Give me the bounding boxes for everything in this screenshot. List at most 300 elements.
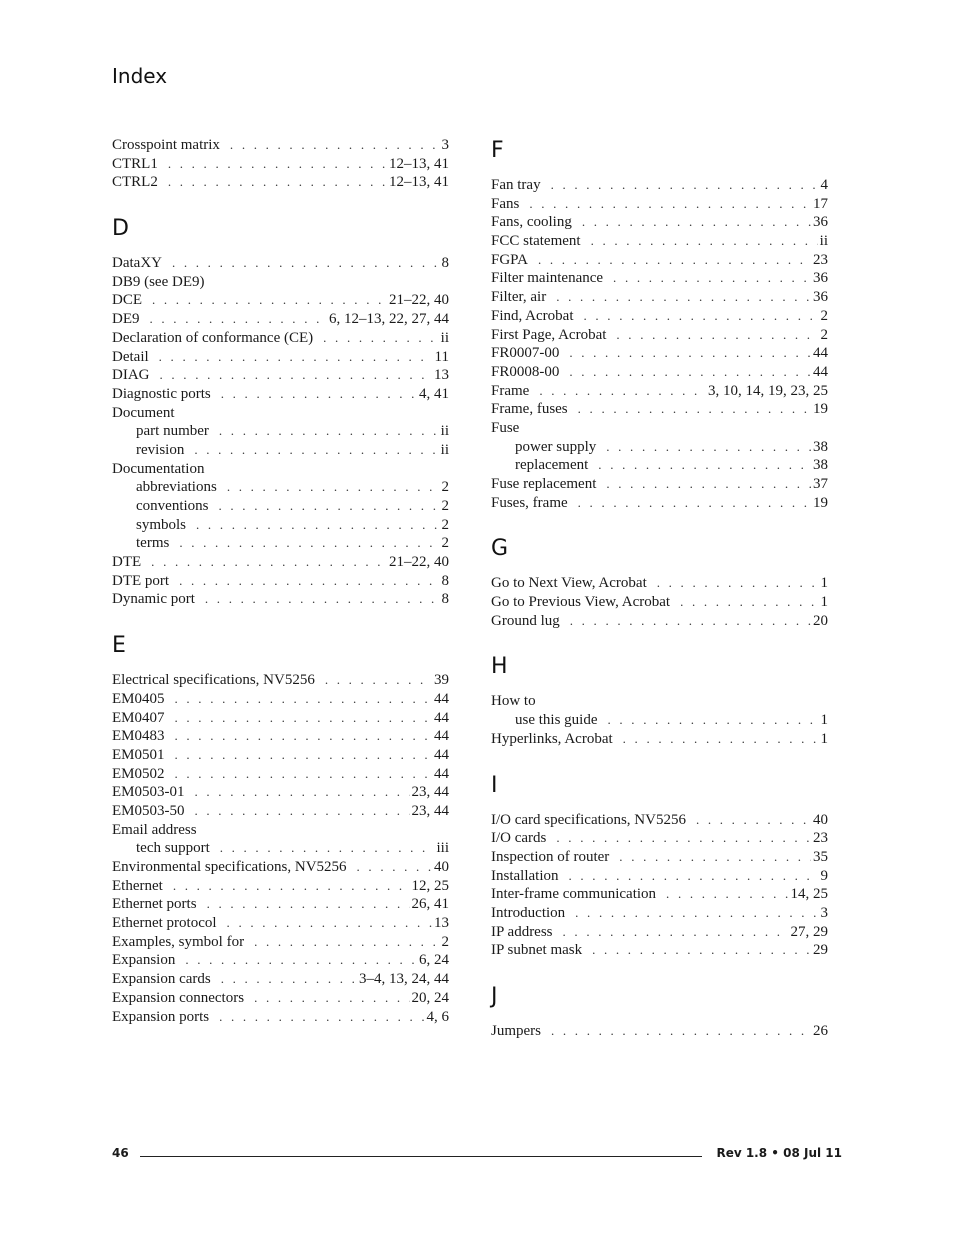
index-entry[interactable] [491,923,828,942]
entry-term: Examples, symbol for [112,933,245,950]
index-subentry[interactable] [112,441,449,460]
index-entry[interactable] [112,254,449,273]
entry-term: Inspection of router [491,848,610,865]
entry-pages[interactable]: 8 [441,255,449,272]
entry-pages[interactable]: 3–4, 13, 24, 44 [359,971,449,988]
index-section [112,214,449,609]
entry-term: tech support [136,840,210,857]
dot-leader [598,456,811,475]
dot-leader [696,811,811,830]
dot-leader [168,155,387,174]
entry-pages[interactable]: 1 [820,730,828,747]
index-entry[interactable] [112,765,449,784]
entry-pages[interactable]: 21–22, 40 [389,554,449,571]
index-entry[interactable] [112,690,449,709]
entry-term: CTRL2 [112,174,158,191]
dot-leader [195,802,410,821]
index-section [491,136,828,512]
entry-pages[interactable]: 21–22, 40 [389,292,449,309]
index-subentry[interactable] [112,534,449,553]
dot-leader [569,363,811,382]
entry-term: I/O cards [491,830,547,847]
dot-leader [221,970,357,989]
entry-term: replacement [515,457,589,474]
entry-pages[interactable]: 35 [813,848,828,865]
entry-pages[interactable]: 44 [434,765,449,782]
entry-pages[interactable]: 6, 12–13, 22, 27, 44 [329,311,449,328]
entry-term: Go to Next View, Acrobat [491,575,647,592]
dot-leader [578,494,811,513]
entry-term: abbreviations [136,479,217,496]
entry-term: FGPA [491,251,528,268]
entry-pages[interactable]: 37 [813,476,828,492]
dot-leader [194,441,438,460]
dot-leader [529,195,811,214]
entry-term: symbols [136,516,187,533]
entry-term: EM0501 [112,746,165,763]
dot-leader [556,829,811,848]
entry-term: power supply [515,438,597,455]
entry-term: EM0405 [112,690,165,707]
index-entry[interactable] [491,941,828,960]
entry-pages[interactable]: 44 [813,345,828,362]
entry-pages[interactable]: 1 [820,575,828,592]
dot-leader [179,572,439,591]
index-entry[interactable] [491,730,828,749]
entry-pages[interactable]: 6, 24 [419,952,449,969]
index-entry[interactable] [112,989,449,1008]
section-letter: E [112,633,126,659]
dot-leader [623,730,819,749]
dot-leader [592,941,811,960]
dot-leader [175,690,433,709]
index-entry[interactable] [491,1022,828,1041]
entry-pages[interactable]: 29 [813,942,828,959]
dot-leader [539,382,706,401]
entry-pages[interactable]: 26 [813,1023,828,1039]
entry-term: Ground lug [491,612,560,629]
entry-term: Hyperlinks, Acrobat [491,730,613,747]
index-entry[interactable] [491,232,828,251]
entry-pages[interactable]: ii [440,441,449,458]
entry-pages[interactable]: 1 [820,594,828,611]
index-entry[interactable] [112,291,449,310]
entry-term: Frame, fuses [491,401,568,418]
dot-leader [207,895,410,914]
index-entry[interactable] [491,475,828,494]
entry-term: Electrical specifications, NV5256 [112,672,315,689]
dot-leader [195,783,410,802]
dot-leader [254,989,409,1008]
index-entry[interactable] [112,136,449,155]
entry-pages[interactable]: 23 [813,251,828,268]
dot-leader [606,438,811,457]
index-section [491,652,828,748]
entry-pages[interactable]: 36 [813,214,828,231]
entry-pages[interactable]: 4, 41 [419,385,449,402]
dot-leader [179,534,439,553]
index-entry[interactable] [491,382,828,401]
entry-term: FCC statement [491,233,581,250]
index-entry[interactable] [112,366,449,385]
index-subentry[interactable] [491,456,828,475]
index-entry[interactable] [112,746,449,765]
index-subentry[interactable] [112,839,449,858]
entry-pages[interactable]: 3 [441,137,449,153]
entry-pages[interactable]: ii [440,329,449,346]
entry-term: Email address [112,821,197,838]
entry-term: Go to Previous View, Acrobat [491,594,671,611]
entry-term: IP address [491,923,553,940]
page-title: Index [112,64,168,88]
index-entry[interactable] [112,877,449,896]
entry-term: Fuse [491,419,520,436]
entry-pages[interactable]: 2 [441,498,449,514]
entry-term: Fan tray [491,177,541,193]
entry-term: EM0503-50 [112,802,185,819]
index-entry[interactable] [491,574,828,593]
entry-pages[interactable]: 36 [813,289,828,306]
dot-leader [556,288,811,307]
index-entry[interactable] [491,419,828,438]
entry-term: Ethernet protocol [112,915,217,932]
dot-leader [569,344,811,363]
entry-term: Filter maintenance [491,270,604,287]
index-section [112,136,449,192]
dot-leader [185,951,417,970]
index-section [491,982,828,1041]
index-entry[interactable] [112,951,449,970]
index-entry[interactable] [112,709,449,728]
dot-leader [570,612,811,631]
entry-pages[interactable]: 4, 6 [426,1008,449,1025]
entry-term: Environmental specifications, NV5256 [112,859,347,875]
entry-term: Ethernet ports [112,896,197,913]
section-letter: J [491,984,498,1009]
entry-pages[interactable]: 20 [813,612,828,629]
entry-pages[interactable]: 44 [434,690,449,707]
section-letter: G [491,536,509,562]
entry-pages[interactable]: 2 [441,516,449,533]
entry-term: Fans [491,195,520,212]
entry-pages[interactable]: 44 [434,746,449,763]
index-entry[interactable] [491,829,828,848]
index-entry[interactable] [112,310,449,329]
entry-term: First Page, Acrobat [491,326,607,343]
dot-leader [569,867,819,886]
entry-term: Fans, cooling [491,214,572,231]
index-entry[interactable] [491,885,828,904]
dot-leader [616,326,818,345]
dot-leader [619,848,811,867]
entry-pages[interactable]: 19 [813,494,828,511]
revision-label: Rev 1.8 • 08 Jul 11 [716,1146,842,1160]
dot-leader [151,553,387,572]
index-entry[interactable] [112,933,449,952]
section-letter: D [112,216,129,242]
entry-pages[interactable]: 9 [820,867,828,884]
entry-term: Inter-frame communication [491,886,657,903]
index-entry[interactable] [112,460,449,479]
dot-leader [606,475,811,494]
dot-leader [159,348,433,367]
entry-pages[interactable]: 8 [441,572,449,589]
dot-leader [205,590,440,609]
section-letter: I [491,772,498,798]
entry-pages[interactable]: ii [440,423,449,440]
entry-pages[interactable]: 19 [813,401,828,418]
index-entry[interactable] [491,251,828,270]
index-entry[interactable] [112,895,449,914]
index-entry[interactable] [491,176,828,195]
entry-pages[interactable]: 12–13, 41 [389,155,449,172]
entry-term: Dynamic port [112,591,195,608]
index-subentry[interactable] [491,438,828,457]
dot-leader [175,746,433,765]
entry-term: terms [136,535,170,552]
entry-pages[interactable]: 2 [820,326,828,343]
dot-leader [538,251,811,270]
dot-leader [168,173,387,192]
index-entry[interactable] [112,914,449,933]
entry-term: EM0407 [112,709,165,726]
entry-pages[interactable]: 39 [434,672,449,689]
entry-term: DTE port [112,572,170,589]
index-entry[interactable] [112,173,449,192]
entry-pages[interactable]: 3, 10, 14, 19, 23, 25 [708,382,828,399]
index-entry[interactable] [112,348,449,367]
index-entry[interactable] [491,867,828,886]
entry-term: IP subnet mask [491,942,583,959]
dot-leader [578,400,811,419]
index-entry[interactable] [112,727,449,746]
index-entry[interactable] [491,400,828,419]
index-entry[interactable] [112,671,449,690]
entry-pages[interactable]: 44 [813,363,828,380]
section-letter: H [491,654,508,680]
dot-leader [219,422,439,441]
entry-pages[interactable]: 13 [434,367,449,384]
dot-leader [666,885,788,904]
entry-pages[interactable]: 40 [434,859,449,875]
entry-pages[interactable]: 3 [820,904,828,921]
index-entry[interactable] [112,553,449,572]
dot-leader [551,176,819,195]
dot-leader [220,839,435,858]
entry-term: DCE [112,292,142,309]
entry-pages[interactable]: 23, 44 [411,802,449,819]
index-entry[interactable] [112,802,449,821]
entry-pages[interactable]: 12–13, 41 [389,174,449,191]
entry-pages[interactable]: 2 [441,933,449,950]
entry-term: Find, Acrobat [491,307,574,324]
entry-pages[interactable]: 27, 29 [790,923,828,940]
entry-pages[interactable]: 36 [813,270,828,287]
index-entry[interactable] [112,572,449,591]
entry-pages[interactable]: 12, 25 [411,877,449,894]
page-number: 46 [112,1146,129,1160]
entry-term: Diagnostic ports [112,385,211,402]
index-entry[interactable] [491,213,828,232]
entry-term: FR0008-00 [491,363,560,380]
entry-term: Installation [491,867,559,884]
index-entry[interactable] [112,783,449,802]
entry-pages[interactable]: 1 [820,712,828,729]
index-entry[interactable] [491,326,828,345]
section-letter: F [491,138,504,163]
dot-leader [219,1008,424,1027]
entry-term: EM0483 [112,728,165,745]
entry-term: Frame [491,382,530,399]
entry-pages[interactable]: 26, 41 [411,896,449,913]
index-entry[interactable] [491,811,828,830]
index-section [112,631,449,1026]
dot-leader [323,329,439,348]
entry-term: Filter, air [491,289,547,306]
index-entry[interactable] [491,593,828,612]
dot-leader [680,593,818,612]
index-entry[interactable] [491,344,828,363]
index-subentry[interactable] [491,711,828,730]
dot-leader [657,574,819,593]
entry-term: DataXY [112,255,162,272]
entry-term: Expansion [112,952,176,969]
entry-term: DIAG [112,367,150,384]
dot-leader [613,269,811,288]
index-entry[interactable] [112,1008,449,1027]
dot-leader [173,877,410,896]
index-entry[interactable] [112,858,449,877]
entry-term: Fuse replacement [491,476,597,492]
entry-term: Detail [112,348,149,365]
entry-term: part number [136,423,209,440]
entry-pages[interactable]: 44 [434,709,449,726]
index-column-left [112,136,449,1048]
dot-leader [175,765,433,784]
entry-term: conventions [136,498,209,514]
index-entry[interactable] [112,155,449,174]
dot-leader [196,516,439,535]
entry-term: DE9 [112,311,140,328]
entry-term: use this guide [515,712,598,729]
footer-rule [140,1156,702,1157]
entry-term: DTE [112,554,142,571]
index-entry[interactable] [112,385,449,404]
index-subentry[interactable] [112,497,449,516]
entry-pages[interactable]: 38 [813,438,828,455]
dot-leader [175,709,433,728]
entry-term: Introduction [491,904,566,921]
dot-leader [551,1022,811,1041]
index-entry[interactable] [491,612,828,631]
index-entry[interactable] [491,848,828,867]
entry-term: Expansion connectors [112,989,245,1006]
index-column-right [491,136,828,1063]
dot-leader [160,366,433,385]
dot-leader [152,291,387,310]
entry-pages[interactable]: iii [436,840,449,857]
entry-pages[interactable]: 11 [434,348,449,365]
entry-pages[interactable]: 23, 44 [411,784,449,801]
entry-term: Fuses, frame [491,494,568,511]
index-entry[interactable] [112,590,449,609]
index-entry[interactable] [491,269,828,288]
index-subentry[interactable] [112,422,449,441]
entry-pages[interactable]: 20, 24 [411,989,449,1006]
entry-pages[interactable]: 14, 25 [790,886,828,903]
entry-pages[interactable]: ii [819,233,828,250]
entry-term: EM0503-01 [112,784,185,801]
entry-pages[interactable]: 4 [820,177,828,193]
dot-leader [591,232,818,251]
entry-pages[interactable]: 40 [813,811,828,828]
dot-leader [582,213,811,232]
entry-term: EM0502 [112,765,165,782]
entry-pages[interactable]: 2 [820,307,828,324]
index-entry[interactable] [491,494,828,513]
index-section [491,534,828,630]
dot-leader [172,254,440,273]
entry-pages[interactable]: 38 [813,457,828,474]
entry-pages[interactable]: 8 [441,591,449,608]
entry-term: CTRL1 [112,155,158,172]
index-subentry[interactable] [112,478,449,497]
index-entry[interactable] [112,273,449,292]
dot-leader [254,933,439,952]
entry-term: Document [112,404,175,421]
entry-term: Ethernet [112,877,163,894]
index-entry[interactable] [491,307,828,326]
entry-term: Declaration of conformance (CE) [112,329,314,346]
dot-leader [227,478,440,497]
index-entry[interactable] [112,970,449,989]
dot-leader [584,307,819,326]
entry-pages[interactable]: 23 [813,830,828,847]
entry-term: revision [136,441,185,458]
dot-leader [175,727,433,746]
entry-pages[interactable]: 17 [813,195,828,212]
index-section [491,771,828,961]
index-entry[interactable] [491,904,828,923]
dot-leader [150,310,328,329]
index-entry[interactable] [112,329,449,348]
dot-leader [325,671,432,690]
index-entry[interactable] [112,404,449,423]
entry-pages[interactable]: 13 [434,915,449,932]
dot-leader [230,136,440,155]
entry-term: How to [491,693,536,710]
index-subentry[interactable] [112,516,449,535]
entry-pages[interactable]: 2 [441,535,449,552]
entry-term: I/O card specifications, NV5256 [491,811,686,828]
index-entry[interactable] [112,821,449,840]
index-entry[interactable] [491,363,828,382]
entry-term: Documentation [112,460,205,477]
dot-leader [575,904,818,923]
entry-term: Expansion ports [112,1008,210,1025]
entry-term: Expansion cards [112,971,211,988]
entry-pages[interactable]: 2 [441,479,449,496]
entry-term: FR0007-00 [491,345,560,362]
index-entry[interactable] [491,692,828,711]
index-entry[interactable] [491,288,828,307]
entry-term: Crosspoint matrix [112,137,220,153]
index-entry[interactable] [491,195,828,214]
entry-pages[interactable]: 44 [434,728,449,745]
dot-leader [227,914,432,933]
entry-term: Jumpers [491,1023,541,1039]
dot-leader [221,385,417,404]
